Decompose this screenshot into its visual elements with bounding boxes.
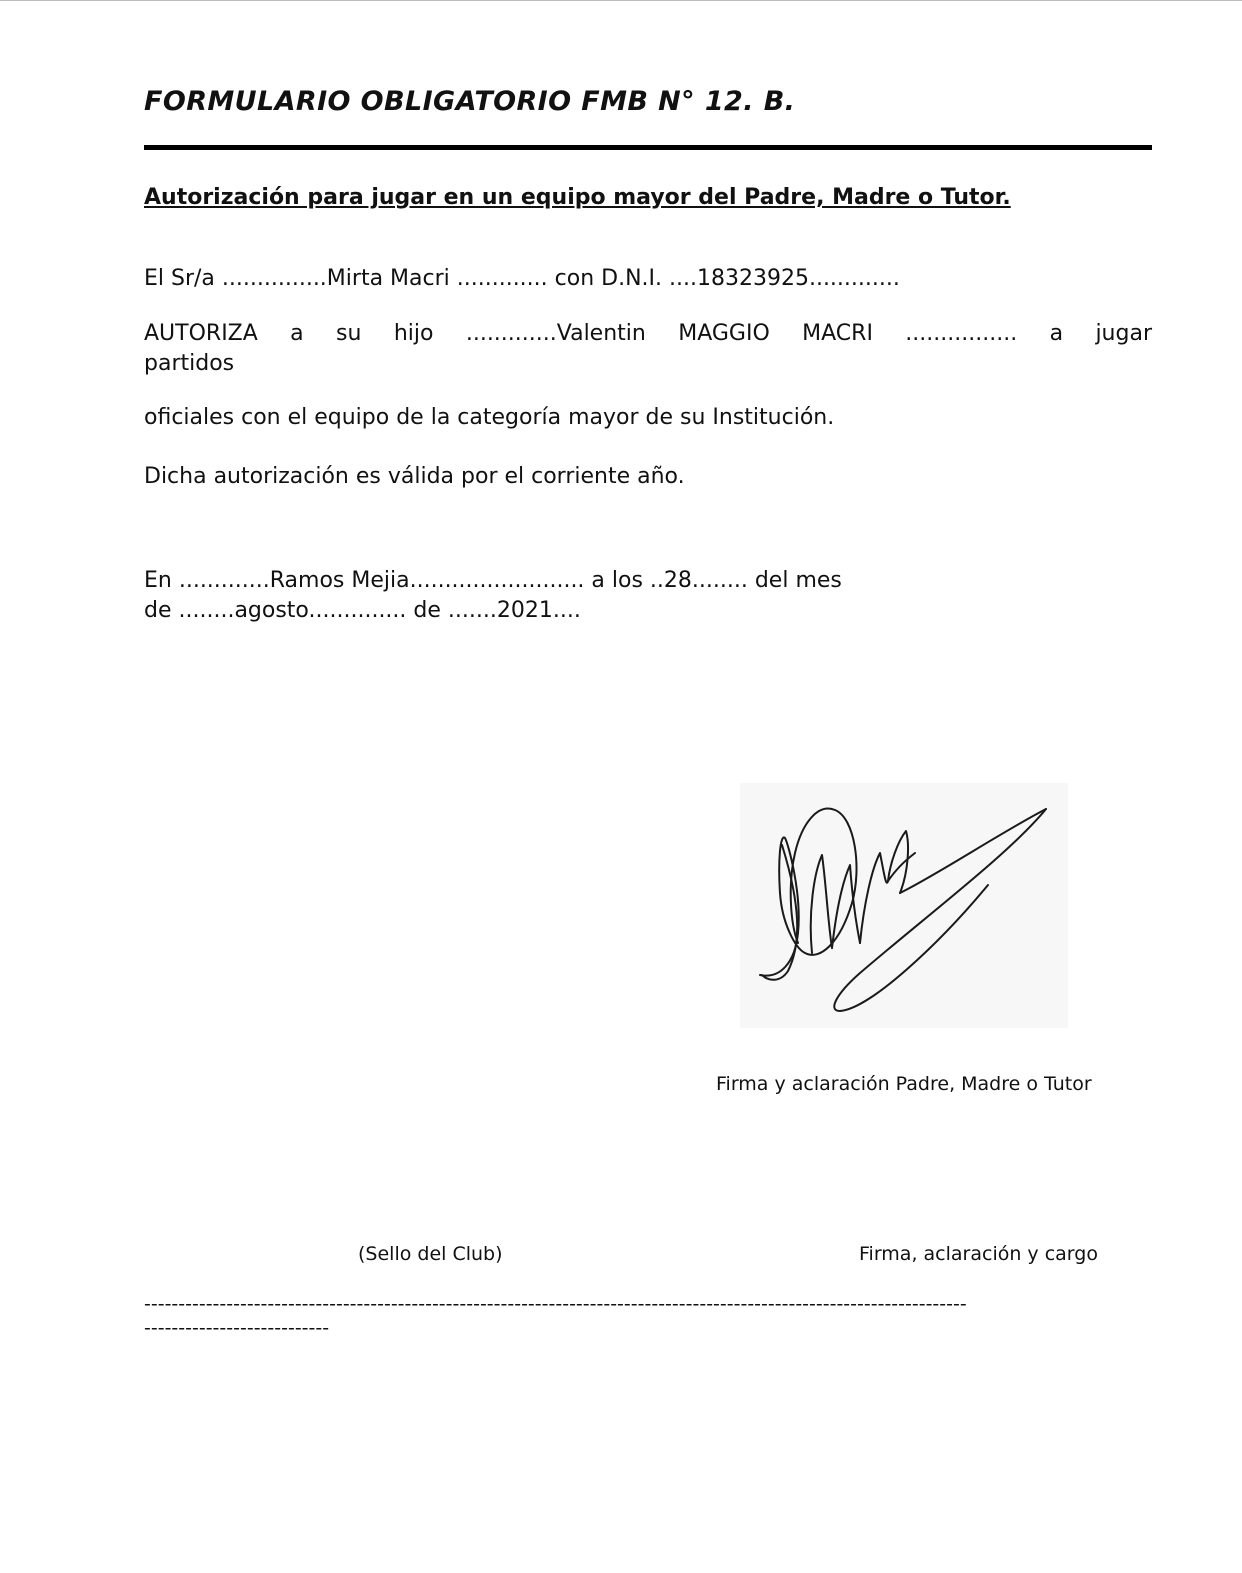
parent-signature-caption: Firma y aclaración Padre, Madre o Tutor [716,1073,1092,1095]
line-sr-dni: El Sr/a ...............Mirta Macri ............. con D.N.I. ....18323925............. [144,266,900,291]
official-signature-caption: Firma, aclaración y cargo [859,1243,1098,1265]
page-top-edge [0,0,1242,1]
cut-line-2: --------------------------- [144,1317,330,1339]
title-rule [144,145,1152,150]
line-lugar: En .............Ramos Mejia......................... a los ..28........ del mes [144,568,842,593]
line-validez: Dicha autorización es válida por el corriente año. [144,464,685,489]
line-autoriza: AUTORIZA a su hijo .............Valentin MAGGIO MACRI ................ a jugar [144,321,1152,346]
parent-signature [740,783,1068,1028]
signature-drawing [740,783,1068,1028]
line-partidos: partidos [144,351,235,376]
line-oficiales: oficiales con el equipo de la categoría mayor de su Institución. [144,405,835,430]
club-stamp-caption: (Sello del Club) [358,1243,503,1265]
form-title: FORMULARIO OBLIGATORIO FMB N° 12. B. [144,86,796,117]
line-fecha: de ........agosto.............. de .......2021.... [144,598,581,623]
form-subtitle: Autorización para jugar en un equipo mayor del Padre, Madre o Tutor. [144,185,1011,210]
cut-line-1: ------------------------------------------------------------------------------------------------------------------------ [144,1293,967,1315]
